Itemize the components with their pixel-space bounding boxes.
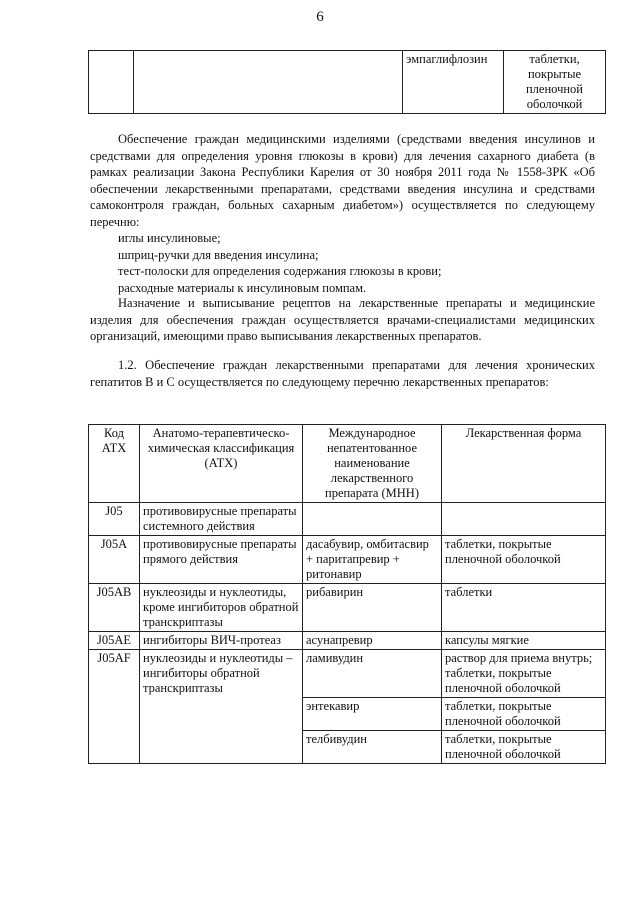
form-cell: таблетки, покрытые пленочной оболочкой	[442, 536, 606, 584]
table-row	[89, 584, 606, 632]
code-cell: J05AB	[89, 584, 140, 632]
paragraph-text: Назначение и выписывание рецептов на лекарственные препараты и медицинские изделия для обеспечения граждан осуществляется врачами-специалистами медицинских организаций, имеющими право выписывания лекарственных препаратов.	[90, 296, 595, 343]
list-item: тест-полоски для определения содержания глюкозы в крови;	[118, 264, 442, 278]
table-row	[89, 503, 606, 536]
form-cell: раствор для приема внутрь; таблетки, покрытые пленочной оболочкой	[442, 650, 606, 698]
table-row	[89, 536, 606, 584]
paragraph-prescriptions	[90, 295, 595, 345]
header-form: Лекарственная форма	[442, 425, 606, 503]
list-item: шприц-ручки для введения инсулина;	[118, 247, 319, 262]
inn-cell: дасабувир, омбитасвир + паритапревир + ритонавир	[303, 536, 442, 584]
inn-cell	[303, 503, 442, 536]
form-cell	[442, 503, 606, 536]
atc-cell: ингибиторы ВИЧ-протеаз	[140, 632, 303, 650]
inn-cell: рибавирин	[303, 584, 442, 632]
form-cell: капсулы мягкие	[442, 632, 606, 650]
inn-cell: энтекавир	[303, 698, 442, 731]
header-atc: Анатомо-терапевтическо-химическая классификация (АТХ)	[140, 425, 303, 503]
paragraph-text: Обеспечение граждан медицинскими изделиями (средствами введения инсулинов и средствами для определения уровня глюкозы в крови) для лечения сахарного диабета (в рамках реализации Закона Республики Карелия от 30 ноября 2011 года № 1558-ЗРК «Об обеспечении лекарственными препаратами, средствами введения инсулина и средствами самоконтроля граждан, больных сахарным диабетом») осуществляется по следующему перечню:	[90, 132, 595, 229]
code-cell: J05A	[89, 536, 140, 584]
atc-cell: противовирусные препараты системного действия	[140, 503, 303, 536]
atc-cell: нуклеозиды и нуклеотиды, кроме ингибиторов обратной транскриптазы	[140, 584, 303, 632]
header-inn: Международное непатентованное наименование лекарственного препарата (МНН)	[303, 425, 442, 503]
table-row	[89, 650, 606, 698]
list-item: иглы инсулиновые;	[118, 231, 221, 245]
code-cell: J05	[89, 503, 140, 536]
hepatitis-drugs-table	[88, 424, 606, 764]
paragraph-hepatitis	[90, 357, 595, 390]
table-header-row	[89, 425, 606, 503]
form-cell: таблетки	[442, 584, 606, 632]
inn-cell: асунапревир	[303, 632, 442, 650]
inn-cell: телбивудин	[303, 731, 442, 764]
inn-cell: ламивудин	[303, 650, 442, 698]
paragraph-text: 1.2. Обеспечение граждан лекарственными препаратами для лечения хронических гепатитов В и С осуществляется по следующему перечню лекарственных препаратов:	[90, 358, 595, 389]
continued-table	[88, 50, 606, 114]
header-code: Код АТХ	[89, 425, 140, 503]
atc-cell	[134, 51, 403, 114]
code-cell	[89, 51, 134, 114]
code-cell: J05AE	[89, 632, 140, 650]
form-cell: таблетки, покрытые пленочной оболочкой	[504, 51, 606, 114]
form-cell: таблетки, покрытые пленочной оболочкой	[442, 698, 606, 731]
atc-cell: нуклеозиды и нуклеотиды – ингибиторы обратной транскриптазы	[140, 650, 303, 764]
inn-cell: эмпаглифлозин	[403, 51, 504, 114]
page-number: 6	[316, 9, 324, 25]
paragraph-medical-devices	[90, 131, 595, 296]
form-cell: таблетки, покрытые пленочной оболочкой	[442, 731, 606, 764]
atc-cell: противовирусные препараты прямого действия	[140, 536, 303, 584]
list-item: расходные материалы к инсулиновым помпам.	[118, 280, 367, 295]
code-cell: J05AF	[89, 650, 140, 764]
table-row	[89, 632, 606, 650]
